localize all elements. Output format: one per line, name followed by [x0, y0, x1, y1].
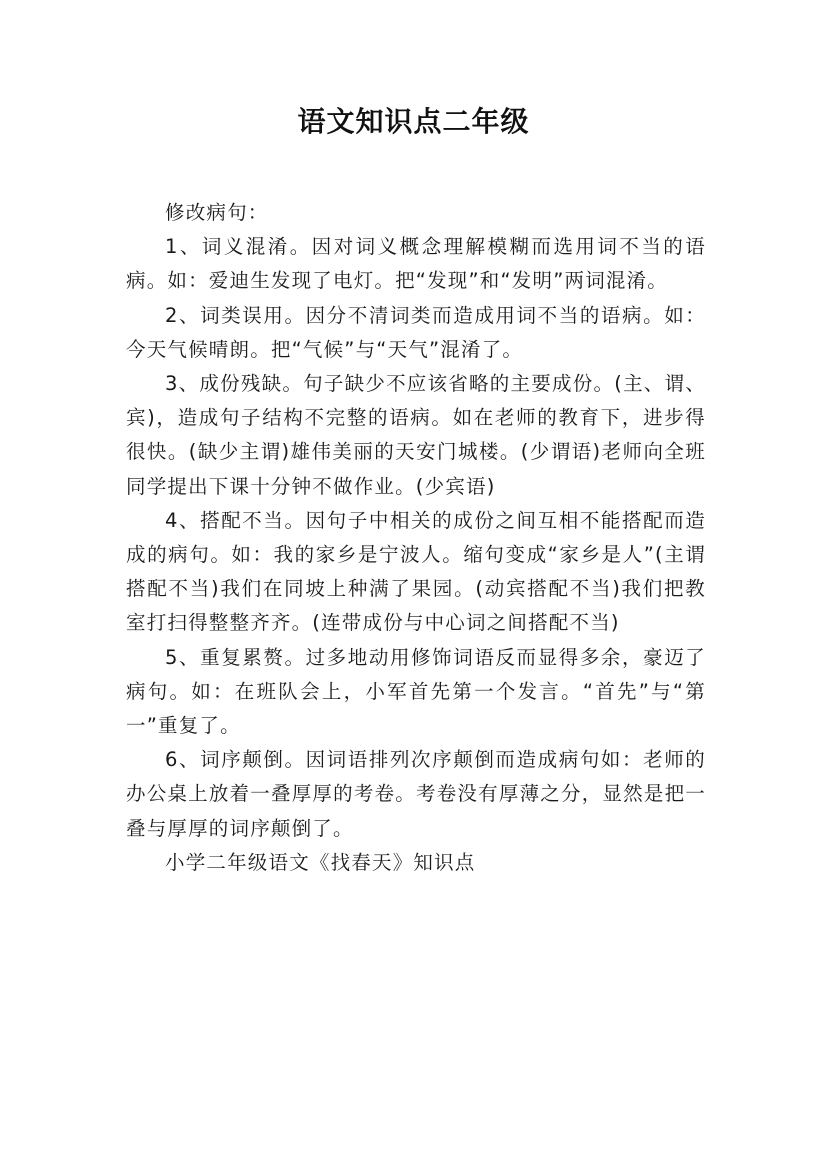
paragraph-item-5: 5、重复累赘。过多地动用修饰词语反而显得多余，豪迈了病句。如：在班队会上，小军首先第一个发言。“首先”与“第一”重复了。 — [126, 645, 706, 738]
paragraph-item-4: 4、搭配不当。因句子中相关的成份之间互相不能搭配而造成的病句。如：我的家乡是宁波人。缩句变成“家乡是人”(主谓搭配不当)我们在同坡上种满了果园。(动宾搭配不当)我们把教室打扫得整整齐齐。(连带成份与中心词之间搭配不当) — [126, 508, 706, 635]
document-body — [126, 196, 706, 880]
paragraph-item-2: 2、词类误用。因分不清词类而造成用词不当的语病。如：今天气候晴朗。把“气候”与“天气”混淆了。 — [126, 303, 706, 361]
paragraph-item-6: 6、词序颠倒。因词语排列次序颠倒而造成病句如：老师的办公桌上放着一叠厚厚的考卷。考卷没有厚薄之分，显然是把一叠与厚厚的词序颠倒了。 — [126, 748, 706, 840]
document-title: 语文知识点二年级 — [297, 105, 530, 138]
paragraph-section-heading: 小学二年级语文《找春天》知识点 — [165, 850, 476, 874]
paragraph-item-3: 3、成份残缺。句子缺少不应该省略的主要成份。(主、谓、宾)，造成句子结构不完整的语病。如在老师的教育下，进步得很快。(缺少主谓)雄伟美丽的天安门城楼。(少谓语)老师向全班同学提出下课十分钟不做作业。(少宾语) — [126, 372, 706, 498]
paragraph-item-1: 1、词义混淆。因对词义概念理解模糊而选用词不当的语病。如：爱迪生发现了电灯。把“发现”和“发明”两词混淆。 — [126, 235, 706, 293]
paragraph-heading: 修改病句： — [165, 201, 269, 224]
